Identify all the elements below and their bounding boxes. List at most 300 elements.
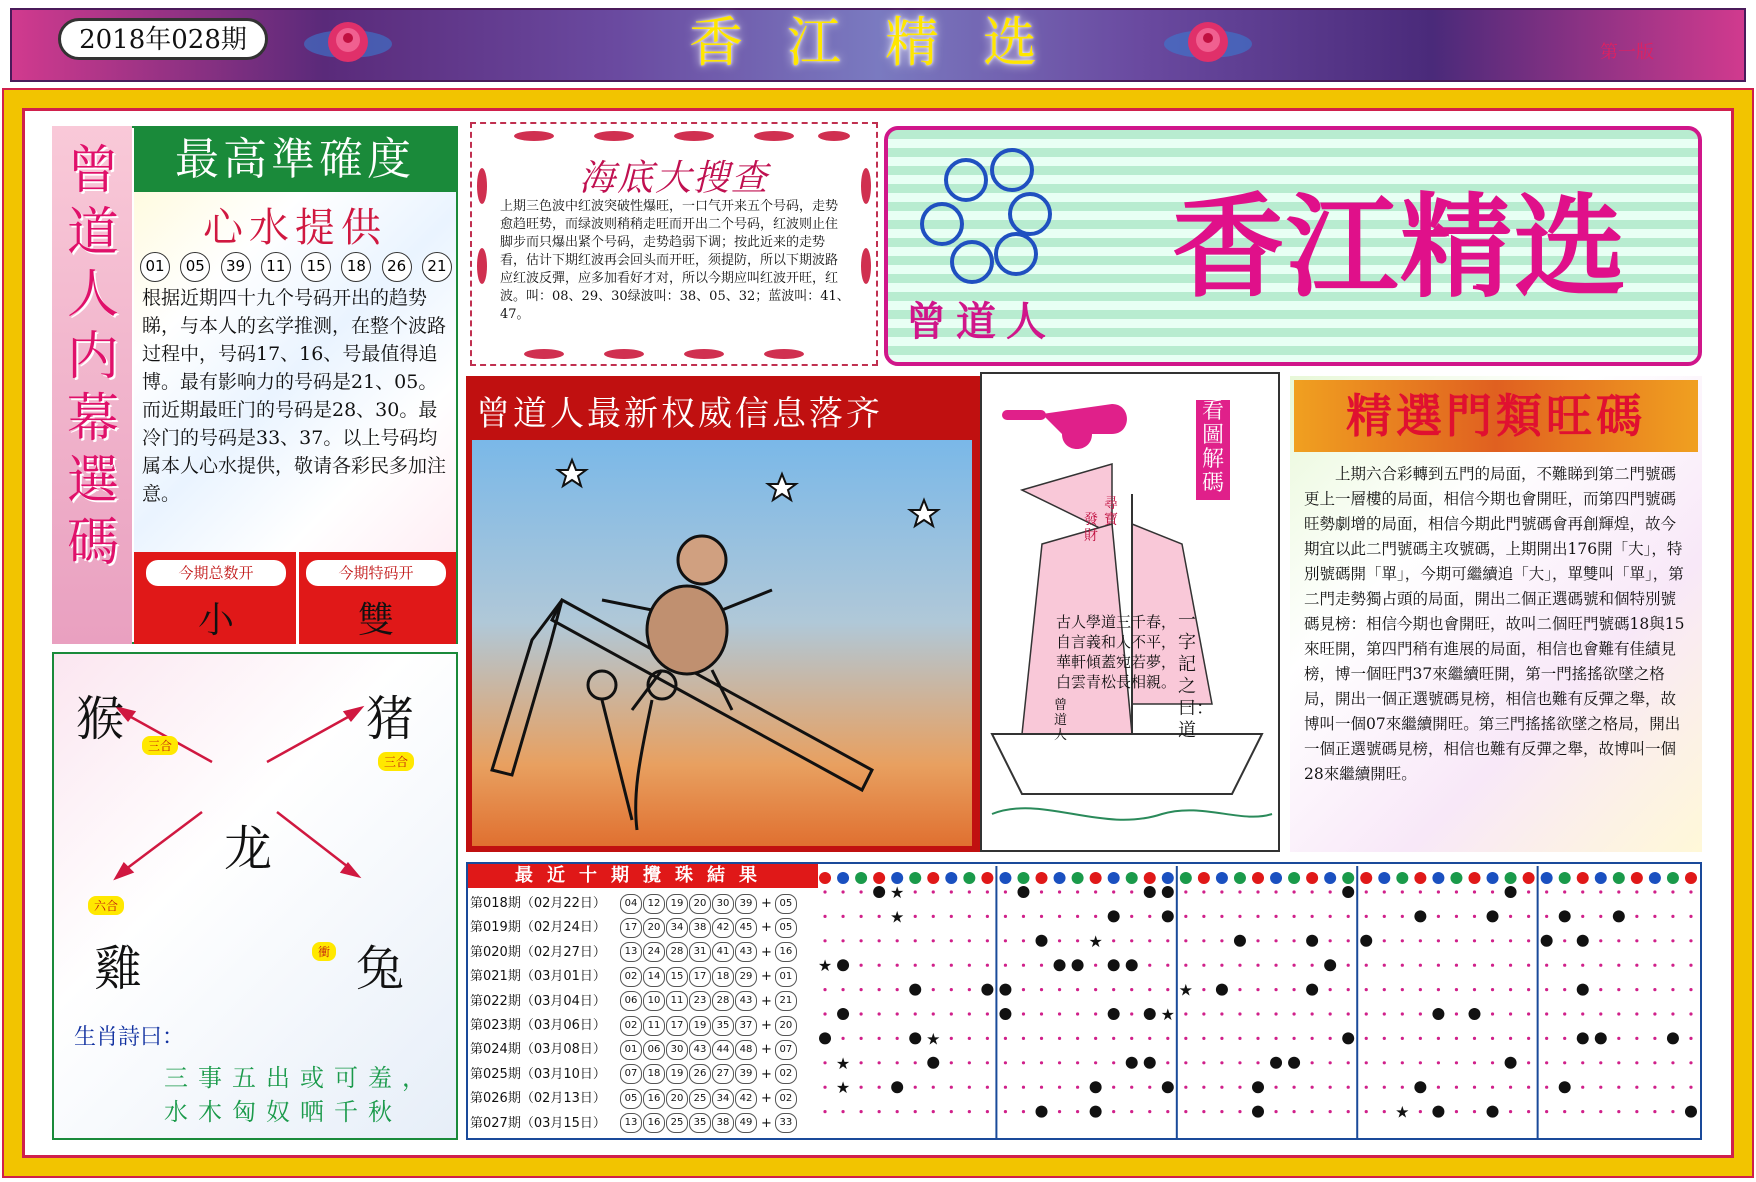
seabed-title: 海底大搜查 [578,158,769,199]
drawn-number: 16 [643,1113,665,1133]
empty-mark [841,1037,844,1040]
empty-mark [1040,1037,1043,1040]
tip-paragraph: 根据近期四十九个号码开出的趋势睇，与本人的玄学推测，在整个波路过程中，号码17、16、号最值得追博。最有影响力的号码是21、05。而近期最旺门的号码是28、30。最冷门的号码是33、37。以上号码均属本人心水提供，敬请各彩民多加注意。 [142,287,447,505]
empty-mark [1040,915,1043,918]
empty-mark [1473,1037,1476,1040]
empty-mark [932,964,935,967]
empty-mark [1256,939,1259,942]
empty-mark [986,1110,989,1113]
ring-icon [944,158,988,202]
empty-mark [1238,964,1241,967]
empty-mark [1130,1037,1133,1040]
empty-mark [968,964,971,967]
empty-mark [878,939,881,942]
empty-mark [1401,1061,1404,1064]
empty-mark [1473,890,1476,893]
number-ball: 26 [382,252,412,282]
column-ball [1162,872,1174,884]
empty-mark [950,988,953,991]
category-title: 精選門類旺碼 [1294,380,1698,452]
empty-mark [1563,964,1566,967]
drawn-mark [1234,935,1246,947]
column-ball [1468,872,1480,884]
empty-mark [968,1061,971,1064]
news-title: 曾道人最新权威信息落齐 [476,394,883,434]
drawn-mark [1036,935,1048,947]
empty-mark [986,1086,989,1089]
empty-mark [1581,1110,1584,1113]
empty-mark [1599,988,1602,991]
empty-mark [1058,1061,1061,1064]
empty-mark [1058,1037,1061,1040]
empty-mark [1058,1086,1061,1089]
empty-mark [1256,915,1259,918]
drawn-number: 17 [620,918,642,938]
empty-mark [1022,1012,1025,1015]
empty-mark [1022,988,1025,991]
edition-label: 第一版 [1600,42,1654,63]
drawn-mark [1144,886,1156,898]
empty-mark [860,1012,863,1015]
drawn-number: 20 [689,894,711,914]
zodiac-dragon: 龙 [224,821,273,877]
empty-mark [860,988,863,991]
empty-mark [1202,964,1205,967]
empty-mark [1274,939,1277,942]
drawn-number: 15 [666,967,688,987]
drawn-number: 43 [735,942,757,962]
empty-mark [1329,1086,1332,1089]
drawn-mark [1017,886,1029,898]
empty-mark [1166,964,1169,967]
empty-mark [1184,964,1187,967]
brand-title: 香江精选 [1172,183,1628,313]
period-label: 第023期（03月06日） [470,1018,606,1033]
drawn-number: 24 [643,942,665,962]
empty-mark [1148,1086,1151,1089]
empty-mark [950,964,953,967]
empty-mark [1419,1110,1422,1113]
empty-mark [1347,939,1350,942]
empty-mark [1455,1012,1458,1015]
empty-mark [1365,964,1368,967]
empty-mark [1347,1086,1350,1089]
period-label: 第027期（03月15日） [470,1115,606,1131]
column-ball [927,872,939,884]
empty-mark [1653,939,1656,942]
empty-mark [1076,1012,1079,1015]
drawn-number: 19 [666,894,688,914]
empty-mark [1292,890,1295,893]
plus-icon: + [761,1018,772,1033]
period-label: 第025期（03月10日） [470,1066,606,1082]
column-ball [1198,872,1210,884]
empty-mark [1238,1037,1241,1040]
column-ball [1541,872,1553,884]
drawn-mark [873,886,885,898]
empty-mark [1329,915,1332,918]
empty-mark [1527,1037,1530,1040]
period-label: 第019期（02月24日） [470,920,606,936]
column-ball [1595,872,1607,884]
period-label: 第022期（03月04日） [470,993,606,1009]
empty-mark [1689,964,1692,967]
empty-mark [1473,915,1476,918]
empty-mark [1022,1086,1025,1089]
column-ball [1054,872,1066,884]
column-ball [837,872,849,884]
empty-mark [1689,1061,1692,1064]
column-ball [963,872,975,884]
empty-mark [896,1037,899,1040]
empty-mark [1635,1110,1638,1113]
empty-mark [1329,1012,1332,1015]
drawn-number: 30 [666,1040,688,1060]
ring-icon [990,148,1034,192]
drawn-mark [1036,1106,1048,1118]
period-label: 第020期（02月27日） [470,944,606,960]
empty-mark [1004,890,1007,893]
table-row [470,916,798,940]
empty-mark [1220,964,1223,967]
empty-mark [1202,988,1205,991]
drawn-mark [1685,1106,1697,1118]
column-ball [945,872,957,884]
empty-mark [1220,890,1223,893]
empty-mark [914,1012,917,1015]
empty-mark [1617,1086,1620,1089]
empty-mark [1401,988,1404,991]
empty-mark [1004,964,1007,967]
empty-mark [1292,1086,1295,1089]
empty-mark [1599,964,1602,967]
empty-mark [968,890,971,893]
empty-mark [1563,890,1566,893]
drawn-number: 19 [689,1016,711,1036]
drawn-mark [1541,935,1553,947]
empty-mark [1671,1061,1674,1064]
drawn-mark [981,984,993,996]
empty-mark [1545,1086,1548,1089]
empty-mark [896,988,899,991]
empty-mark [1184,890,1187,893]
plus-icon: + [761,969,772,985]
empty-mark [1581,890,1584,893]
column-ball [1270,872,1282,884]
empty-mark [1455,1110,1458,1113]
empty-mark [1220,915,1223,918]
empty-mark [1437,939,1440,942]
empty-mark [896,964,899,967]
special-mark: ★ [835,1053,851,1073]
empty-mark [1292,915,1295,918]
empty-mark [1527,1110,1530,1113]
empty-mark [823,1061,826,1064]
drawn-mark [1505,886,1517,898]
empty-mark [1617,1061,1620,1064]
drawn-mark [927,1057,939,1069]
drawn-number: 02 [620,1016,642,1036]
empty-mark [1653,890,1656,893]
empty-mark [1256,890,1259,893]
empty-mark [878,1110,881,1113]
empty-mark [1311,1037,1314,1040]
drawn-number: 20 [666,1089,688,1109]
empty-mark [1563,988,1566,991]
drawn-mark [1108,959,1120,971]
empty-mark [1148,939,1151,942]
drawn-number: 07 [620,1064,642,1084]
column-ball [1180,872,1192,884]
drawn-number: 13 [620,1113,642,1133]
column-ball [1378,872,1390,884]
empty-mark [1040,964,1043,967]
empty-mark [1238,1061,1241,1064]
empty-mark [1401,915,1404,918]
zodiac-rabbit: 兔 [356,941,405,997]
drawn-number: 41 [712,942,734,962]
column-ball [855,872,867,884]
poem-line: 水木匈奴哂千秋 [164,1098,402,1126]
empty-mark [1653,1061,1656,1064]
empty-mark [1004,1110,1007,1113]
ring-icon [994,232,1038,276]
empty-mark [1148,988,1151,991]
empty-mark [1094,890,1097,893]
empty-mark [1563,1037,1566,1040]
drawn-mark [1432,1106,1444,1118]
empty-mark [860,1086,863,1089]
empty-mark [1058,988,1061,991]
drawn-number: 10 [643,991,665,1011]
empty-mark [932,890,935,893]
empty-mark [1166,939,1169,942]
plus-icon: + [761,1115,772,1131]
column-ball [1685,872,1697,884]
empty-mark [914,964,917,967]
drawn-mark [1324,959,1336,971]
empty-mark [1112,988,1115,991]
empty-mark [823,1110,826,1113]
empty-mark [1076,915,1079,918]
drawn-mark [1252,1106,1264,1118]
poem-line: 三事五出或可羞， [164,1064,436,1092]
empty-mark [1383,939,1386,942]
empty-mark [1058,915,1061,918]
column-ball [819,872,831,884]
drawn-mark [1054,959,1066,971]
empty-mark [932,915,935,918]
empty-mark [1184,1012,1187,1015]
empty-mark [1653,1037,1656,1040]
number-ball: 01 [140,252,170,282]
period-label: 第026期（02月13日） [470,1091,606,1107]
empty-mark [1401,939,1404,942]
column-ball [1667,872,1679,884]
empty-mark [896,1110,899,1113]
empty-mark [1040,988,1043,991]
empty-mark [1166,1110,1169,1113]
empty-mark [1491,939,1494,942]
drawn-number: 01 [620,1040,642,1060]
empty-mark [1653,988,1656,991]
empty-mark [914,939,917,942]
empty-mark [1509,1037,1512,1040]
drawn-number: 38 [712,1113,734,1133]
drawn-mark [1667,1032,1679,1044]
drawn-number: 02 [620,967,642,987]
empty-mark [1455,1086,1458,1089]
drawn-number: 27 [712,1064,734,1084]
empty-mark [1202,1086,1205,1089]
empty-mark [1689,1086,1692,1089]
rose-icon [300,16,396,72]
plus-icon: + [761,1066,772,1082]
empty-mark [1383,915,1386,918]
empty-mark [896,1061,899,1064]
drawn-mark [1162,886,1174,898]
zodiac-monkey: 猴 [76,691,125,747]
plus-icon: + [761,920,772,936]
empty-mark [1256,1012,1259,1015]
empty-mark [841,988,844,991]
special-number: 16 [775,942,797,962]
empty-mark [860,890,863,893]
empty-mark [1563,1110,1566,1113]
special-mark: ★ [1395,1102,1410,1122]
empty-mark [1058,1110,1061,1113]
empty-mark [1094,1037,1097,1040]
empty-mark [1202,915,1205,918]
cartoon-drawing [472,440,972,846]
column-ball [1577,872,1589,884]
empty-mark [914,915,917,918]
empty-mark [1653,915,1656,918]
boat-verse: 古人學道三千春，自言義和人不平，華軒傾蓋宛若夢，白雲青松長相親。 [1056,613,1177,691]
empty-mark [1022,939,1025,942]
empty-mark [1401,964,1404,967]
sail-text: 尋寶 [1104,496,1118,528]
empty-mark [1671,939,1674,942]
empty-mark [1635,1061,1638,1064]
special-mark: ★ [1160,1005,1175,1024]
empty-mark [1383,1012,1386,1015]
empty-mark [1040,1012,1043,1015]
period-label: 第024期（03月08日） [470,1042,606,1058]
empty-mark [1491,1086,1494,1089]
period-label: 第021期（03月01日） [470,969,606,985]
period-label: 第018期（02月22日） [470,896,606,911]
drawn-mark [999,1008,1011,1020]
column-ball [1324,872,1336,884]
special-mark: ★ [1088,931,1103,951]
empty-mark [1220,1012,1223,1015]
empty-mark [1527,915,1530,918]
empty-mark [1130,890,1133,893]
empty-mark [1329,1061,1332,1064]
empty-mark [1527,1012,1530,1015]
empty-mark [1671,964,1674,967]
special-number: 20 [775,1016,797,1036]
drawn-mark [1144,1057,1156,1069]
empty-mark [1238,1110,1241,1113]
empty-mark [950,939,953,942]
empty-mark [1509,1012,1512,1015]
empty-mark [986,1012,989,1015]
empty-mark [1274,915,1277,918]
drawn-number: 19 [666,1064,688,1084]
drawn-mark [1126,959,1138,971]
empty-mark [1148,964,1151,967]
empty-mark [1365,1012,1368,1015]
empty-mark [1383,1086,1386,1089]
empty-mark [860,1110,863,1113]
empty-mark [1599,939,1602,942]
drawn-mark [1108,910,1120,922]
empty-mark [1347,1012,1350,1015]
empty-mark [1130,939,1133,942]
drawn-mark [1613,910,1625,922]
special-mark: ★ [817,956,833,976]
drawn-number: 06 [643,1040,665,1060]
empty-mark [1599,915,1602,918]
empty-mark [1004,1086,1007,1089]
empty-mark [1437,915,1440,918]
empty-mark [1274,988,1277,991]
empty-mark [1094,988,1097,991]
empty-mark [968,915,971,918]
empty-mark [1671,1086,1674,1089]
column-ball [1036,872,1048,884]
drawn-number: 18 [712,967,734,987]
empty-mark [1329,890,1332,893]
drawn-number: 37 [735,1016,757,1036]
empty-mark [1437,1061,1440,1064]
empty-mark [878,964,881,967]
empty-mark [1202,1012,1205,1015]
column-ball [1234,872,1246,884]
empty-mark [1419,1037,1422,1040]
empty-mark [986,964,989,967]
empty-mark [1689,915,1692,918]
empty-mark [1491,964,1494,967]
empty-mark [1256,1061,1259,1064]
empty-mark [1545,890,1548,893]
empty-mark [1311,964,1314,967]
empty-mark [860,1061,863,1064]
empty-mark [1220,1110,1223,1113]
empty-mark [1094,1012,1097,1015]
empty-mark [1347,1061,1350,1064]
empty-mark [1437,964,1440,967]
column-ball [1072,872,1084,884]
empty-mark [1455,1061,1458,1064]
drawn-mark [999,984,1011,996]
empty-mark [1563,939,1566,942]
drawn-mark [1360,935,1372,947]
empty-mark [1635,988,1638,991]
divider [296,552,299,644]
empty-mark [1238,988,1241,991]
empty-mark [968,1086,971,1089]
drawn-mark [1432,1008,1444,1020]
empty-mark [1274,890,1277,893]
empty-mark [1653,1086,1656,1089]
empty-mark [1635,890,1638,893]
drawn-number: 25 [689,1089,711,1109]
empty-mark [1022,964,1025,967]
empty-mark [1401,1012,1404,1015]
